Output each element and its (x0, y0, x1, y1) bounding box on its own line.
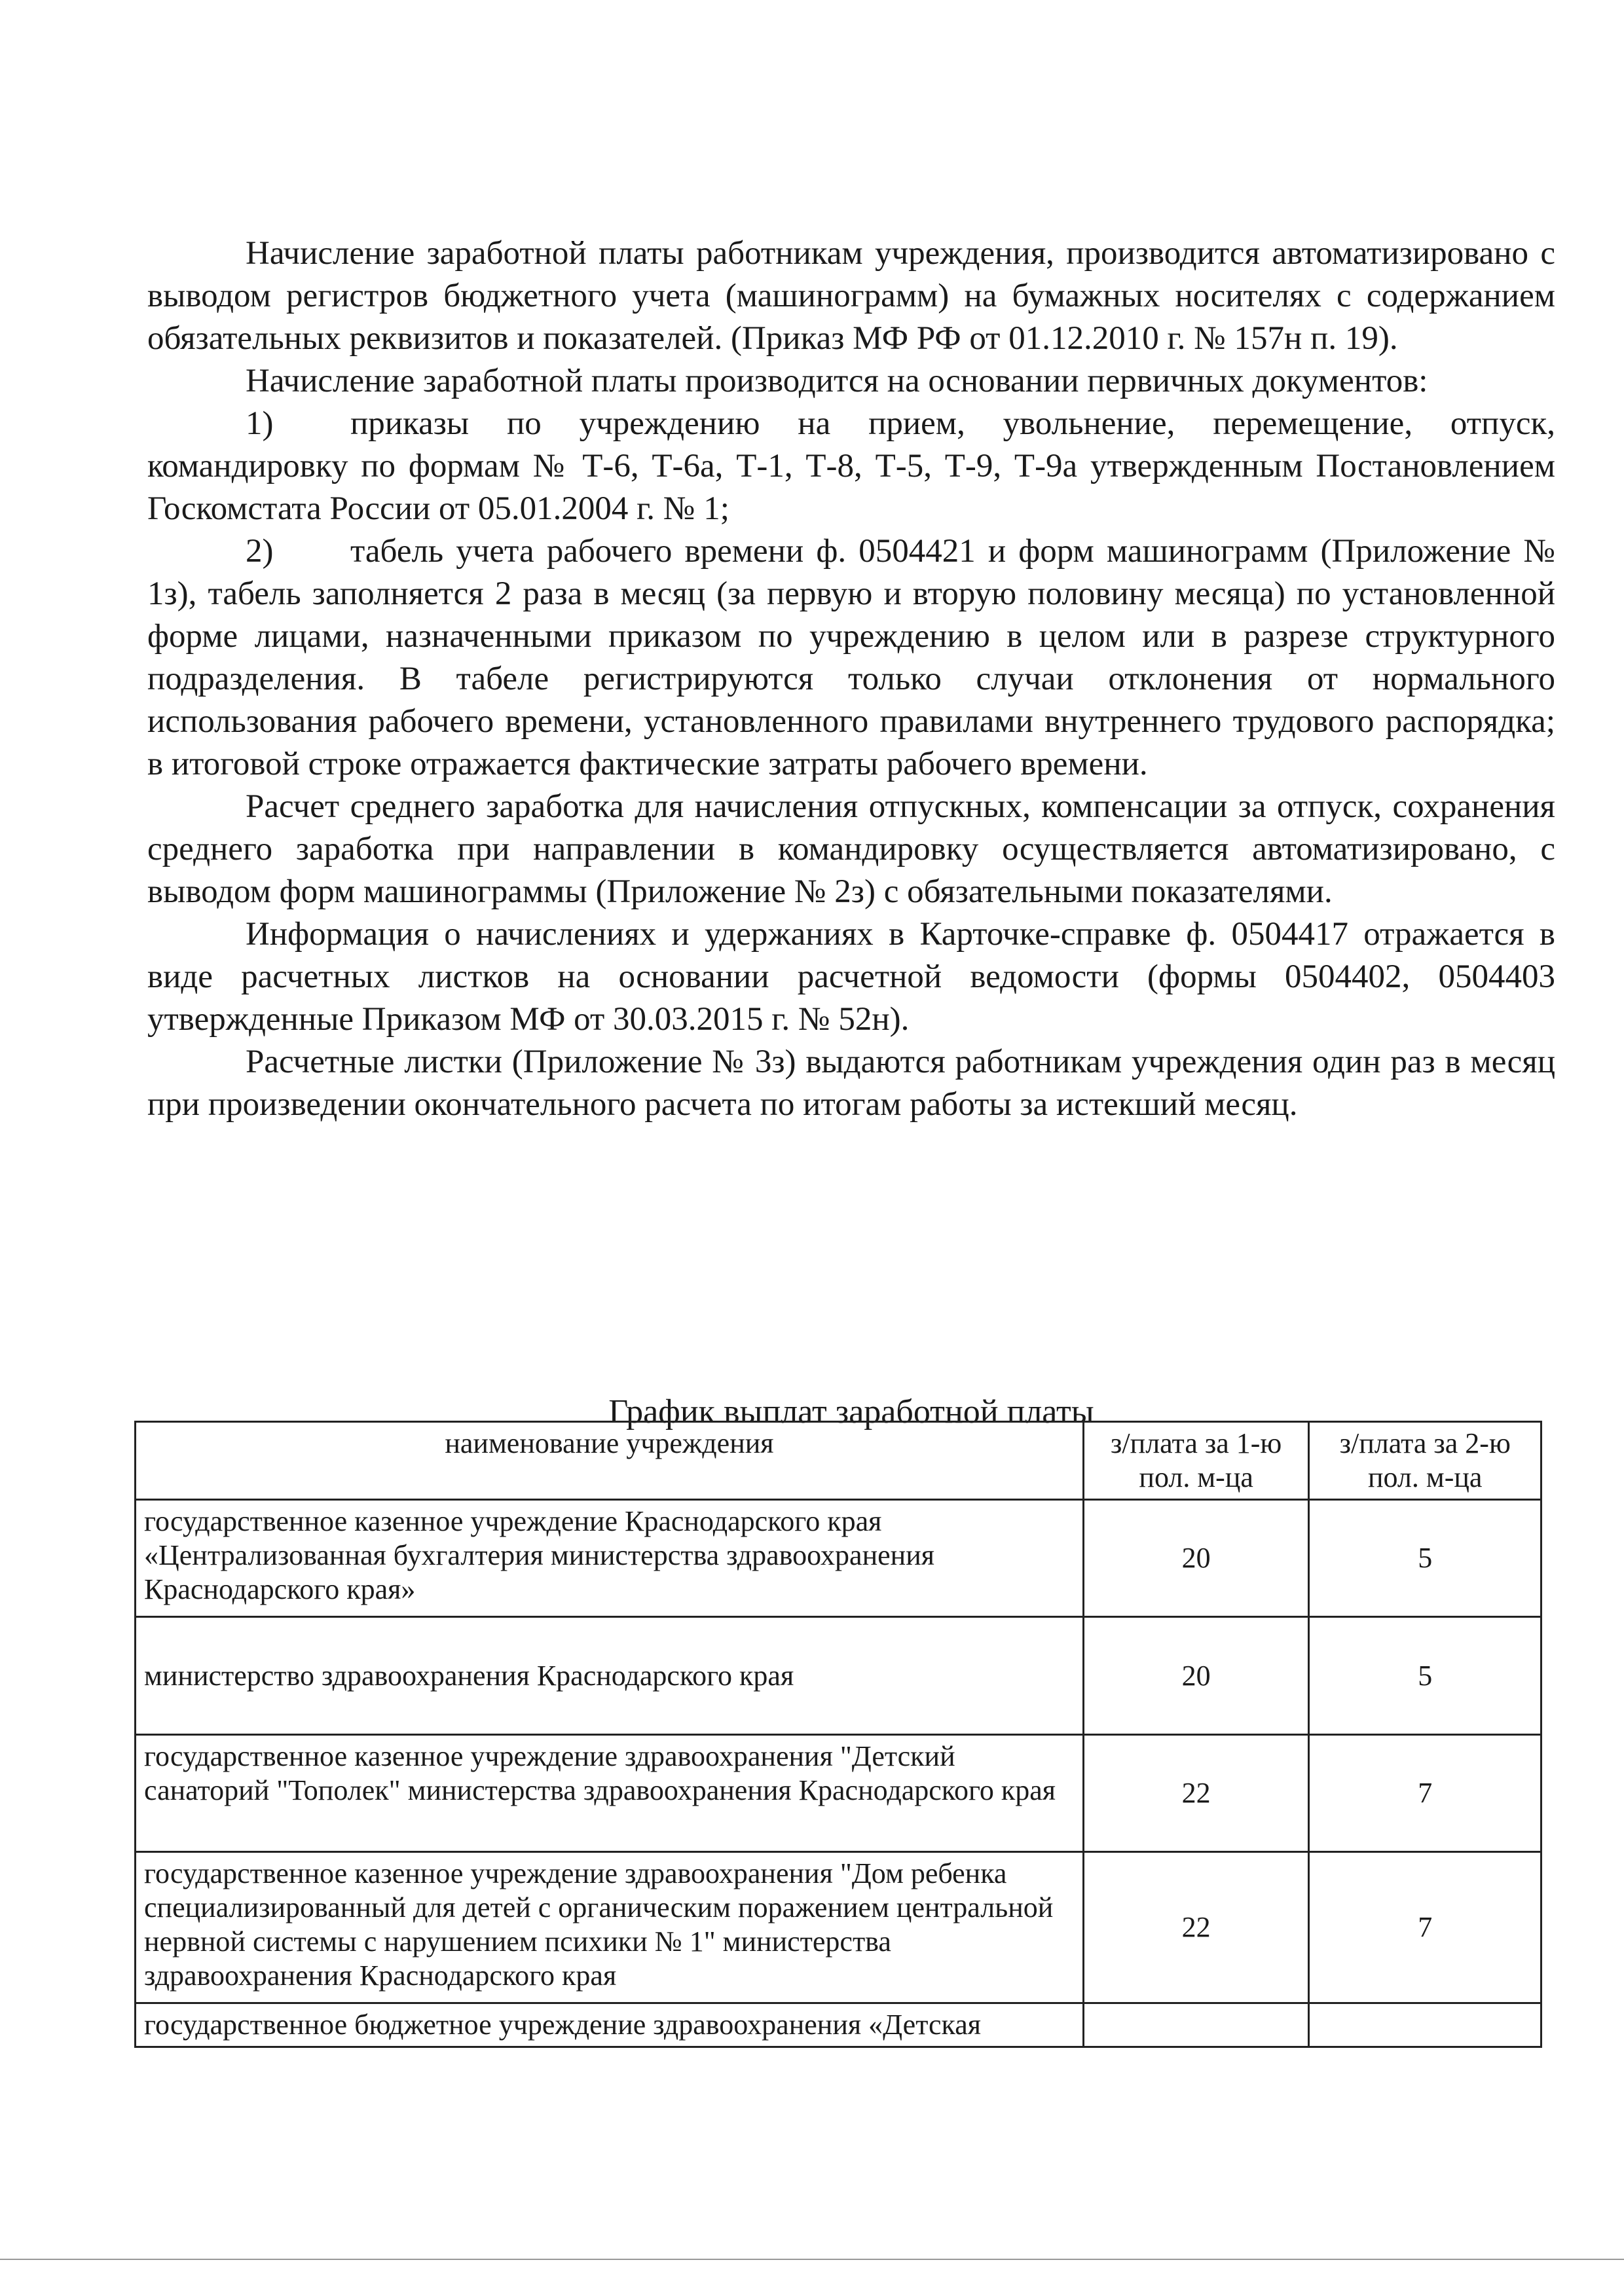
table-row (136, 1617, 1541, 1735)
institution-name: государственное бюджетное учреждение здравоохранения «Детская (136, 2003, 1084, 2047)
first-half-day: 22 (1083, 1852, 1309, 2003)
list-item-orders (147, 403, 1555, 530)
paragraph-primary-documents: Начисление заработной платы производится на основании первичных документов: (246, 363, 1428, 399)
list-item-number: 2) (246, 533, 274, 570)
table-row (136, 2003, 1541, 2047)
first-half-day (1083, 2003, 1309, 2047)
paragraph-payslips: Расчетные листки (Приложение № 3з) выдаются работникам учреждения один раз в месяц при произведении окончательного расчета по итогам работы за истекший месяц. (147, 1044, 1555, 1123)
paragraph-average-earnings: Расчет среднего заработка для начисления отпускных, компенсации за отпуск, сохранения среднего заработка при направлении в командировку осуществляется автоматизировано, с выводом форм машинограммы (Приложение № 2з) с обязательными показателями. (147, 788, 1555, 910)
list-item-text: табель учета рабочего времени ф. 0504421 и форм машинограмм (Приложение № 1з), табель заполняется 2 раза в месяц (за первую и вторую половину месяца) по установленной форме лицами, назначенными приказом по учреждению в целом или в разрезе структурного подразделения. В табеле регистрируются только случаи отклонения от нормального использования рабочего времени, установленного правилами внутреннего трудового распорядка; в итоговой строке отражается фактические затраты рабочего времени. (147, 533, 1555, 782)
list-item-timesheet (147, 530, 1555, 786)
first-half-day: 22 (1083, 1735, 1309, 1852)
first-half-day: 20 (1083, 1500, 1309, 1617)
institution-name: государственное казенное учреждение здравоохранения "Детский санаторий "Тополек" министерства здравоохранения Краснодарского края (136, 1735, 1084, 1852)
list-item-number: 1) (246, 405, 274, 442)
institution-name: государственное казенное учреждение здравоохранения "Дом ребенка специализированный для детей с органическим поражением центральной нервной системы с нарушением психики № 1" министерства здравоохранения Краснодарского края (136, 1852, 1084, 2003)
second-half-day (1309, 2003, 1541, 2047)
second-half-day: 5 (1309, 1617, 1541, 1735)
table-row (136, 1735, 1541, 1852)
paragraph-payroll-automation: Начисление заработной платы работникам учреждения, производится автоматизировано с выводом регистров бюджетного учета (машинограмм) на бумажных носителях с содержанием обязательных реквизитов и показателей. (Приказ МФ РФ от 01.12.2010 г. № 157н п. 19). (147, 235, 1555, 357)
table-title: График выплат заработной платы (608, 1393, 1094, 1430)
column-header-second-half: з/плата за 2-ю пол. м-ца (1309, 1422, 1541, 1500)
table-header-row (136, 1422, 1541, 1500)
second-half-day: 5 (1309, 1500, 1541, 1617)
second-half-day: 7 (1309, 1735, 1541, 1852)
column-header-institution: наименование учреждения (136, 1422, 1084, 1500)
list-item-text: приказы по учреждению на прием, увольнение, перемещение, отпуск, командировку по формам № Т-6, Т-6а, Т-1, Т-8, Т-5, Т-9, Т-9а утвержденным Постановлением Госкомстата России от 05.01.2004 г. № 1; (147, 405, 1555, 527)
column-header-first-half: з/плата за 1-ю пол. м-ца (1083, 1422, 1309, 1500)
payroll-schedule-table (134, 1421, 1542, 2048)
document-body (147, 232, 1555, 1126)
table-row (136, 1852, 1541, 2003)
paragraph-accruals-info: Информация о начислениях и удержаниях в Карточке-справке ф. 0504417 отражается в виде расчетных листков на основании расчетной ведомости (формы 0504402, 0504403 утвержденные Приказом МФ от 30.03.2015 г. № 52н). (147, 916, 1555, 1038)
second-half-day: 7 (1309, 1852, 1541, 2003)
scan-edge-line (0, 2259, 1624, 2260)
institution-name: государственное казенное учреждение Краснодарского края «Централизованная бухгалтерия министерства здравоохранения Краснодарского края» (136, 1500, 1084, 1617)
first-half-day: 20 (1083, 1617, 1309, 1735)
table-row (136, 1500, 1541, 1617)
institution-name: министерство здравоохранения Краснодарского края (136, 1617, 1084, 1735)
